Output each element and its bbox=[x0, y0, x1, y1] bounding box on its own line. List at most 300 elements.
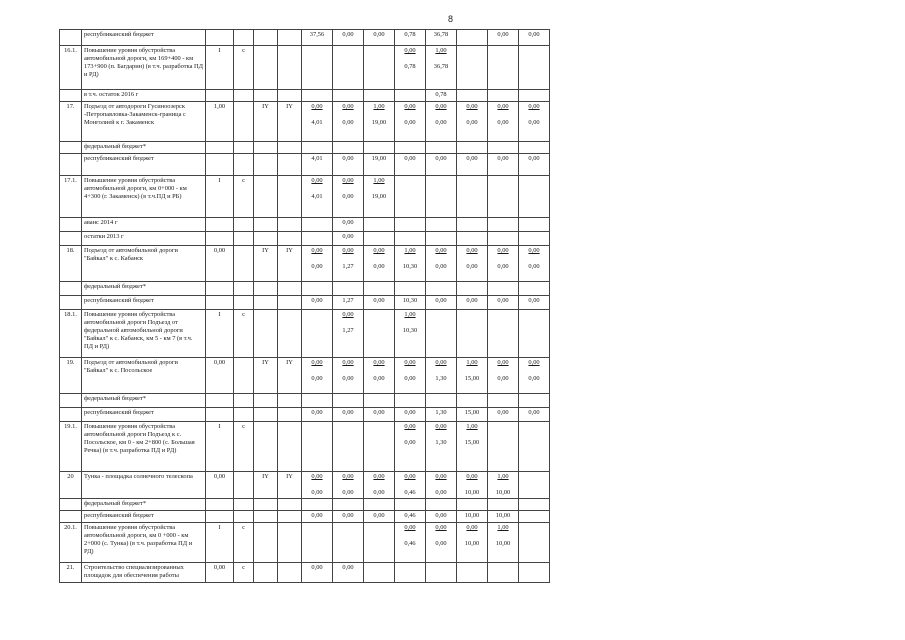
value-cell bbox=[426, 358, 457, 394]
value-cell bbox=[395, 296, 426, 310]
value-cell bbox=[364, 232, 395, 246]
value-cell bbox=[395, 246, 426, 282]
value-cell bbox=[457, 282, 488, 296]
type-cell: с bbox=[234, 310, 254, 358]
value-cell bbox=[488, 358, 519, 394]
cell-value: 0,00 bbox=[497, 263, 509, 270]
cell-value: 0,00 bbox=[466, 524, 478, 531]
value-cell bbox=[395, 102, 426, 142]
cell-value: 0,00 bbox=[404, 47, 416, 54]
value-cell bbox=[395, 154, 426, 176]
category-to-cell: IY bbox=[278, 358, 302, 394]
value-cell bbox=[457, 46, 488, 90]
description-cell: федеральный бюджет* bbox=[82, 499, 206, 511]
value-cell bbox=[457, 563, 488, 583]
value-cell bbox=[519, 499, 550, 511]
value-cell bbox=[395, 408, 426, 422]
cell-value: 0,00 bbox=[404, 119, 416, 126]
length-cell bbox=[206, 499, 234, 511]
row-number-cell: 19.1. bbox=[60, 422, 82, 472]
value-cell bbox=[302, 282, 333, 296]
cell-value: 1,00 bbox=[373, 177, 385, 184]
cell-value: 1,27 bbox=[342, 263, 354, 270]
row-number-cell: 16.1. bbox=[60, 46, 82, 90]
value-cell bbox=[457, 511, 488, 523]
cell-value: 0,00 bbox=[311, 489, 323, 496]
spacer bbox=[335, 481, 361, 489]
spacer bbox=[397, 55, 423, 63]
type-cell: с bbox=[234, 46, 254, 90]
value-cell bbox=[333, 358, 364, 394]
value-cell bbox=[333, 310, 364, 358]
value-cell bbox=[519, 394, 550, 408]
table-row bbox=[60, 310, 550, 358]
cell-value: 0,00 bbox=[466, 263, 478, 270]
category-to-cell bbox=[278, 218, 302, 232]
spacer bbox=[521, 367, 547, 375]
value-cell bbox=[364, 218, 395, 232]
cell-value: 10,00 bbox=[464, 540, 480, 547]
value-cell bbox=[426, 472, 457, 499]
cell-value: 1,30 bbox=[435, 375, 447, 382]
cell-value: 0,00 bbox=[497, 119, 509, 126]
value-cell bbox=[457, 499, 488, 511]
value-cell bbox=[488, 472, 519, 499]
value-cell bbox=[488, 408, 519, 422]
type-cell bbox=[234, 142, 254, 154]
cell-value: 0,00 bbox=[497, 155, 509, 162]
spacer bbox=[366, 481, 392, 489]
category-to-cell bbox=[278, 296, 302, 310]
description-cell: федеральный бюджет* bbox=[82, 394, 206, 408]
cell-value: 10,00 bbox=[464, 489, 480, 496]
cell-value: 36,78 bbox=[433, 31, 449, 38]
value-cell bbox=[426, 563, 457, 583]
description-cell: Повышение уровня обустройства автомобильной дороги, км 0+000 - км 4+300 (г. Закаменск) (в т.ч.ПД и РБ) bbox=[82, 176, 206, 218]
row-number-cell: 17.1. bbox=[60, 176, 82, 218]
cell-value: 0,00 bbox=[497, 103, 509, 110]
value-cell bbox=[302, 246, 333, 282]
cell-value: 1,00 bbox=[404, 311, 416, 318]
value-cell bbox=[333, 142, 364, 154]
value-cell bbox=[364, 472, 395, 499]
value-cell bbox=[395, 282, 426, 296]
length-cell: I bbox=[206, 176, 234, 218]
row-number-cell: 18.1. bbox=[60, 310, 82, 358]
category-to-cell bbox=[278, 30, 302, 46]
value-cell bbox=[488, 282, 519, 296]
type-cell bbox=[234, 499, 254, 511]
cell-value: 0,00 bbox=[435, 359, 447, 366]
description-cell: федеральный бюджет* bbox=[82, 142, 206, 154]
length-cell: 0,00 bbox=[206, 358, 234, 394]
type-cell bbox=[234, 30, 254, 46]
cell-value: 0,00 bbox=[435, 540, 447, 547]
value-cell bbox=[364, 499, 395, 511]
value-cell bbox=[364, 394, 395, 408]
category-to-cell bbox=[278, 142, 302, 154]
value-cell bbox=[333, 246, 364, 282]
value-cell bbox=[364, 176, 395, 218]
cell-value: 0,00 bbox=[311, 359, 323, 366]
table-row bbox=[60, 232, 550, 246]
value-cell bbox=[519, 296, 550, 310]
category-to-cell bbox=[278, 90, 302, 102]
type-cell bbox=[234, 246, 254, 282]
cell-value: 0,46 bbox=[404, 489, 416, 496]
row-number-cell bbox=[60, 232, 82, 246]
value-cell bbox=[302, 408, 333, 422]
cell-value: 15,00 bbox=[464, 439, 480, 446]
category-from-cell bbox=[254, 511, 278, 523]
cell-value: 0,00 bbox=[311, 263, 323, 270]
spacer bbox=[397, 431, 423, 439]
value-cell bbox=[426, 394, 457, 408]
category-from-cell bbox=[254, 218, 278, 232]
value-cell bbox=[519, 218, 550, 232]
cell-value: 0,00 bbox=[342, 193, 354, 200]
type-cell: с bbox=[234, 176, 254, 218]
cell-value: 0,00 bbox=[342, 103, 354, 110]
value-cell bbox=[457, 218, 488, 232]
spacer bbox=[366, 255, 392, 263]
table-row bbox=[60, 176, 550, 218]
type-cell bbox=[234, 218, 254, 232]
value-cell bbox=[519, 563, 550, 583]
value-cell bbox=[426, 154, 457, 176]
value-cell bbox=[457, 246, 488, 282]
value-cell bbox=[333, 232, 364, 246]
table-row bbox=[60, 246, 550, 282]
length-cell bbox=[206, 296, 234, 310]
description-cell: в т.ч. остаток 2016 г bbox=[82, 90, 206, 102]
row-number-cell: 18. bbox=[60, 246, 82, 282]
spacer bbox=[397, 481, 423, 489]
cell-value: 0,00 bbox=[404, 439, 416, 446]
cell-value: 0,00 bbox=[528, 119, 540, 126]
value-cell bbox=[395, 499, 426, 511]
value-cell bbox=[426, 499, 457, 511]
value-cell bbox=[426, 282, 457, 296]
value-cell bbox=[302, 499, 333, 511]
cell-value: 0,46 bbox=[404, 512, 416, 519]
value-cell bbox=[519, 310, 550, 358]
value-cell bbox=[426, 422, 457, 472]
spacer bbox=[490, 481, 516, 489]
value-cell bbox=[333, 511, 364, 523]
value-cell bbox=[302, 422, 333, 472]
type-cell: с bbox=[234, 523, 254, 563]
cell-value: 0,00 bbox=[311, 473, 323, 480]
length-cell bbox=[206, 154, 234, 176]
cell-value: 0,00 bbox=[435, 297, 447, 304]
value-cell bbox=[519, 246, 550, 282]
cell-value: 0,00 bbox=[373, 409, 385, 416]
cell-value: 0,00 bbox=[373, 512, 385, 519]
value-cell bbox=[488, 310, 519, 358]
value-cell bbox=[519, 282, 550, 296]
table-row bbox=[60, 142, 550, 154]
type-cell bbox=[234, 282, 254, 296]
length-cell bbox=[206, 282, 234, 296]
spacer bbox=[521, 255, 547, 263]
cell-value: 36,78 bbox=[433, 63, 449, 70]
cell-value: 10,30 bbox=[402, 327, 418, 334]
length-cell bbox=[206, 232, 234, 246]
value-cell bbox=[519, 408, 550, 422]
cell-value: 0,00 bbox=[342, 119, 354, 126]
value-cell bbox=[364, 296, 395, 310]
cell-value: 0,00 bbox=[342, 247, 354, 254]
row-number-cell bbox=[60, 90, 82, 102]
value-cell bbox=[302, 310, 333, 358]
value-cell bbox=[519, 142, 550, 154]
value-cell bbox=[395, 472, 426, 499]
value-cell bbox=[457, 523, 488, 563]
cell-value: 0,00 bbox=[404, 359, 416, 366]
category-from-cell: IY bbox=[254, 358, 278, 394]
spacer bbox=[459, 431, 485, 439]
value-cell bbox=[333, 563, 364, 583]
spacer bbox=[490, 367, 516, 375]
spacer bbox=[366, 111, 392, 119]
cell-value: 1,27 bbox=[342, 297, 354, 304]
value-cell bbox=[395, 523, 426, 563]
value-cell bbox=[457, 296, 488, 310]
spacer bbox=[304, 185, 330, 193]
value-cell bbox=[395, 511, 426, 523]
spacer bbox=[428, 431, 454, 439]
spacer bbox=[459, 481, 485, 489]
value-cell bbox=[426, 176, 457, 218]
description-cell: Подъезд от автодороги Гусиноозерск -Петропавловка-Закаменск-граница с Монголией к г. Закаменск bbox=[82, 102, 206, 142]
length-cell: I bbox=[206, 310, 234, 358]
spacer bbox=[304, 367, 330, 375]
value-cell bbox=[302, 232, 333, 246]
value-cell bbox=[488, 46, 519, 90]
value-cell bbox=[395, 142, 426, 154]
spacer bbox=[335, 111, 361, 119]
description-cell: Строительство специализированных площадок для обеспечения работы bbox=[82, 563, 206, 583]
description-cell: Повышение уровня обустройства автомобильной дороги, км 0 +000 - км 2+000 (с. Тунка) (в т.ч. разработка ПД и РД) bbox=[82, 523, 206, 563]
cell-value: 0,00 bbox=[435, 423, 447, 430]
value-cell bbox=[302, 394, 333, 408]
type-cell: с bbox=[234, 563, 254, 583]
cell-value: 0,00 bbox=[404, 473, 416, 480]
value-cell bbox=[302, 46, 333, 90]
type-cell bbox=[234, 408, 254, 422]
cell-value: 0,00 bbox=[342, 489, 354, 496]
value-cell bbox=[302, 218, 333, 232]
value-cell bbox=[426, 511, 457, 523]
cell-value: 0,78 bbox=[404, 31, 416, 38]
value-cell bbox=[457, 232, 488, 246]
cell-value: 10,00 bbox=[495, 512, 511, 519]
type-cell bbox=[234, 472, 254, 499]
cell-value: 0,00 bbox=[497, 297, 509, 304]
value-cell bbox=[395, 394, 426, 408]
category-to-cell bbox=[278, 499, 302, 511]
table-row bbox=[60, 511, 550, 523]
cell-value: 0,00 bbox=[466, 297, 478, 304]
spacer bbox=[335, 185, 361, 193]
cell-value: 0,00 bbox=[497, 31, 509, 38]
row-number-cell bbox=[60, 408, 82, 422]
category-from-cell bbox=[254, 563, 278, 583]
cell-value: 4,01 bbox=[311, 119, 323, 126]
spacer bbox=[521, 111, 547, 119]
value-cell bbox=[488, 102, 519, 142]
value-cell bbox=[395, 232, 426, 246]
spacer bbox=[490, 532, 516, 540]
cell-value: 4,01 bbox=[311, 193, 323, 200]
value-cell bbox=[333, 30, 364, 46]
description-cell: Повышение уровня обустройства автомобильной дороги Подъезд от федеральной автомобильной дороги "Байкал" к с. Кабанск, км 5 - км 7 (в т.ч. ПД и РД) bbox=[82, 310, 206, 358]
value-cell bbox=[488, 142, 519, 154]
table-row bbox=[60, 472, 550, 499]
cell-value: 0,00 bbox=[373, 263, 385, 270]
description-cell: Подъезд от автомобильной дороги "Байкал" к с. Посольское bbox=[82, 358, 206, 394]
cell-value: 0,00 bbox=[404, 409, 416, 416]
cell-value: 0,00 bbox=[373, 489, 385, 496]
cell-value: 0,00 bbox=[342, 233, 354, 240]
table-row bbox=[60, 90, 550, 102]
type-cell bbox=[234, 394, 254, 408]
value-cell bbox=[488, 90, 519, 102]
description-cell: Повышение уровня обустройства автомобильной дороги, км 169+400 - км 173+900 (п. Багдарин) (в т.ч. разработка ПД и РД) bbox=[82, 46, 206, 90]
value-cell bbox=[426, 30, 457, 46]
value-cell bbox=[457, 310, 488, 358]
spacer bbox=[459, 532, 485, 540]
value-cell bbox=[457, 142, 488, 154]
value-cell bbox=[364, 102, 395, 142]
value-cell bbox=[488, 218, 519, 232]
type-cell bbox=[234, 102, 254, 142]
cell-value: 0,00 bbox=[466, 473, 478, 480]
value-cell bbox=[364, 46, 395, 90]
value-cell bbox=[457, 90, 488, 102]
type-cell: с bbox=[234, 422, 254, 472]
cell-value: 10,00 bbox=[495, 489, 511, 496]
value-cell bbox=[364, 358, 395, 394]
type-cell bbox=[234, 358, 254, 394]
category-to-cell bbox=[278, 394, 302, 408]
spacer bbox=[397, 319, 423, 327]
table-row bbox=[60, 282, 550, 296]
cell-value: 0,00 bbox=[342, 311, 354, 318]
category-to-cell bbox=[278, 46, 302, 90]
length-cell bbox=[206, 142, 234, 154]
spacer bbox=[459, 367, 485, 375]
value-cell bbox=[395, 30, 426, 46]
cell-value: 0,00 bbox=[311, 103, 323, 110]
value-cell bbox=[333, 499, 364, 511]
cell-value: 0,00 bbox=[435, 247, 447, 254]
value-cell bbox=[426, 142, 457, 154]
cell-value: 37,56 bbox=[309, 31, 325, 38]
spacer bbox=[397, 111, 423, 119]
value-cell bbox=[488, 232, 519, 246]
value-cell bbox=[333, 408, 364, 422]
value-cell bbox=[364, 30, 395, 46]
cell-value: 0,00 bbox=[466, 247, 478, 254]
description-cell: республиканский бюджет bbox=[82, 296, 206, 310]
row-number-cell bbox=[60, 511, 82, 523]
cell-value: 1,00 bbox=[373, 103, 385, 110]
cell-value: 1,30 bbox=[435, 439, 447, 446]
spacer bbox=[397, 255, 423, 263]
category-from-cell bbox=[254, 310, 278, 358]
category-from-cell bbox=[254, 296, 278, 310]
length-cell: I bbox=[206, 46, 234, 90]
spacer bbox=[428, 532, 454, 540]
spacer bbox=[366, 185, 392, 193]
cell-value: 0,00 bbox=[528, 375, 540, 382]
value-cell bbox=[302, 296, 333, 310]
length-cell bbox=[206, 30, 234, 46]
cell-value: 0,00 bbox=[342, 219, 354, 226]
category-from-cell: IY bbox=[254, 246, 278, 282]
cell-value: 0,00 bbox=[311, 297, 323, 304]
value-cell bbox=[395, 176, 426, 218]
spacer bbox=[428, 111, 454, 119]
cell-value: 0,00 bbox=[435, 489, 447, 496]
cell-value: 0,00 bbox=[435, 524, 447, 531]
table-row bbox=[60, 499, 550, 511]
cell-value: 15,00 bbox=[464, 409, 480, 416]
value-cell bbox=[364, 511, 395, 523]
category-from-cell: IY bbox=[254, 102, 278, 142]
table-row bbox=[60, 296, 550, 310]
cell-value: 0,00 bbox=[435, 512, 447, 519]
value-cell bbox=[333, 46, 364, 90]
row-number-cell: 21. bbox=[60, 563, 82, 583]
value-cell bbox=[333, 523, 364, 563]
row-number-cell: 20.1. bbox=[60, 523, 82, 563]
cell-value: 1,27 bbox=[342, 327, 354, 334]
cell-value: 0,00 bbox=[404, 375, 416, 382]
cell-value: 4,01 bbox=[311, 155, 323, 162]
table-row bbox=[60, 358, 550, 394]
row-number-cell bbox=[60, 142, 82, 154]
cell-value: 0,00 bbox=[373, 375, 385, 382]
cell-value: 0,00 bbox=[497, 359, 509, 366]
row-number-cell: 17. bbox=[60, 102, 82, 142]
value-cell bbox=[333, 154, 364, 176]
spacer bbox=[304, 481, 330, 489]
category-from-cell bbox=[254, 523, 278, 563]
value-cell bbox=[488, 176, 519, 218]
value-cell bbox=[364, 563, 395, 583]
cell-value: 0,46 bbox=[404, 540, 416, 547]
length-cell bbox=[206, 90, 234, 102]
category-from-cell bbox=[254, 90, 278, 102]
value-cell bbox=[519, 511, 550, 523]
category-from-cell bbox=[254, 394, 278, 408]
category-from-cell: IY bbox=[254, 472, 278, 499]
row-number-cell bbox=[60, 30, 82, 46]
value-cell bbox=[488, 154, 519, 176]
cell-value: 0,00 bbox=[435, 473, 447, 480]
description-cell: республиканский бюджет bbox=[82, 511, 206, 523]
value-cell bbox=[457, 408, 488, 422]
length-cell: 1,00 bbox=[206, 102, 234, 142]
spacer bbox=[335, 319, 361, 327]
cell-value: 1,00 bbox=[497, 524, 509, 531]
value-cell bbox=[457, 30, 488, 46]
value-cell bbox=[488, 394, 519, 408]
cell-value: 10,30 bbox=[402, 297, 418, 304]
